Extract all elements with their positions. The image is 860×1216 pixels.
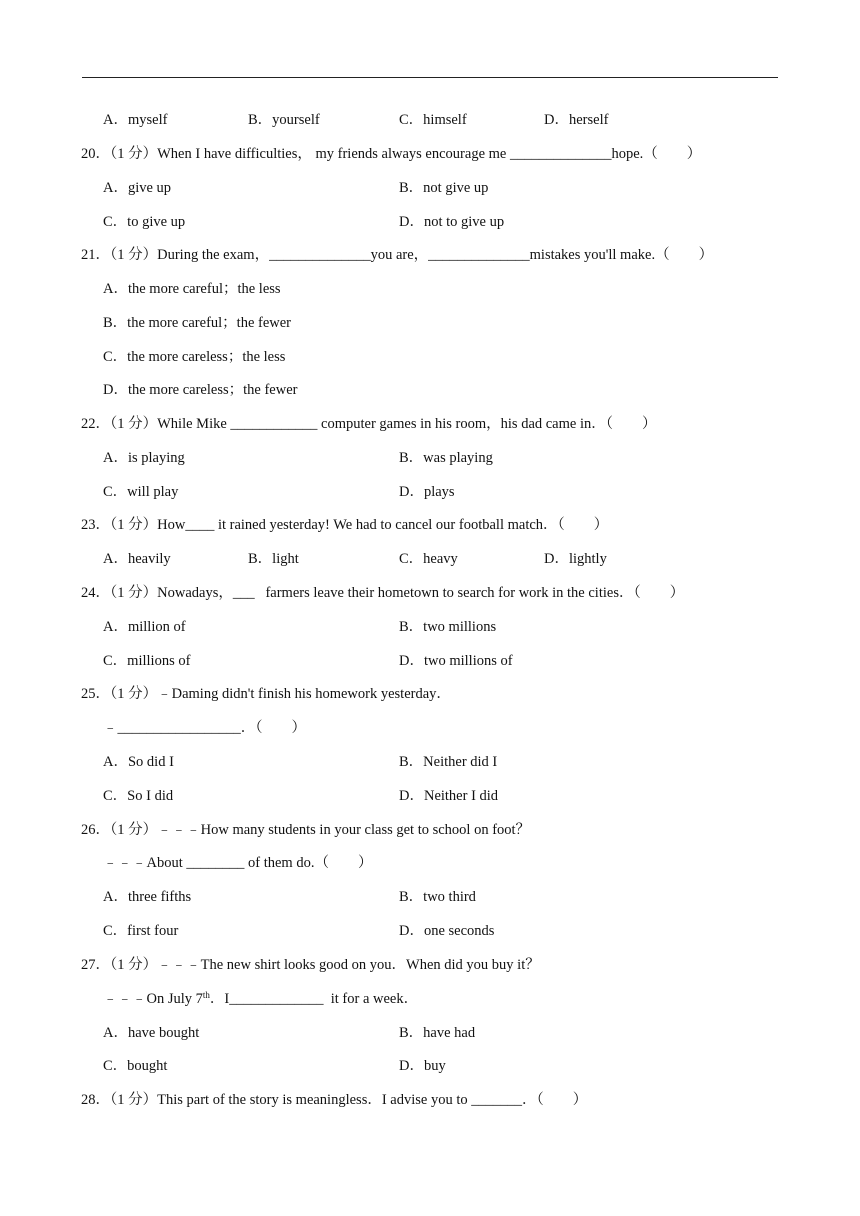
option-c: C．So I did	[103, 788, 174, 804]
question-stem: 22．（1 分）While Mike ____________ computer games in his room，his dad came in．（ ）	[81, 416, 657, 432]
option-a: A．heavily	[103, 551, 171, 567]
question-number: 23．	[81, 517, 110, 533]
question-number: 28．	[81, 1092, 110, 1108]
option-c: C．to give up	[103, 214, 186, 230]
option-a: A．is playing	[103, 450, 185, 466]
option-a: A．So did I	[103, 754, 174, 770]
question-stem: 21．（1 分）During the exam，______________you are，______________mistakes you'll make.（ ）	[81, 247, 714, 263]
option-d: D．lightly	[544, 551, 607, 567]
question-stem: 26．（1 分）﹣﹣﹣How many students in your class get to school on foot？	[81, 822, 531, 838]
question-stem: 23．（1 分）How____ it rained yesterday! We had to cancel our football match．（ ）	[81, 517, 609, 533]
question-stem: 20．（1 分）When I have difficulties， my friends always encourage me ______________hope.（ ）	[81, 146, 702, 162]
question-number: 20．	[81, 146, 110, 162]
option-a: A．three fifths	[103, 889, 192, 905]
option-d: D．the more careless；the fewer	[103, 382, 298, 398]
option-b: B．light	[248, 551, 299, 567]
option-b: B．the more careful；the fewer	[103, 315, 292, 331]
option-c: C．bought	[103, 1058, 168, 1074]
question-number: 27．	[81, 957, 110, 973]
option-a: A．million of	[103, 619, 186, 635]
option-b: B．Neither did I	[399, 754, 498, 770]
option-b: B．have had	[399, 1025, 476, 1041]
header-rule	[82, 77, 778, 78]
dialogue-reply: ﹣_________________．（ ）	[103, 720, 306, 736]
option-d: D．herself	[544, 112, 609, 128]
option-c: C．heavy	[399, 551, 458, 567]
option-d: D．two millions of	[399, 653, 513, 669]
question-number: 22．	[81, 416, 110, 432]
option-a: A．give up	[103, 180, 172, 196]
ordinal-superscript: th	[202, 990, 210, 1000]
option-b: B．yourself	[248, 112, 320, 128]
dialogue-reply: ﹣﹣﹣About ________ of them do.（ ）	[103, 855, 373, 871]
option-c: C．millions of	[103, 653, 191, 669]
option-b: B．two third	[399, 889, 476, 905]
question-stem: 25．（1 分）﹣Daming didn't finish his homework yesterday．	[81, 686, 451, 702]
option-b: B．two millions	[399, 619, 497, 635]
option-c: C．will play	[103, 484, 179, 500]
option-a: A．myself	[103, 112, 168, 128]
question-stem: 28．（1 分）This part of the story is meaningless．I advise you to _______．（ ）	[81, 1092, 588, 1108]
option-c: C．himself	[399, 112, 467, 128]
question-number: 24．	[81, 585, 110, 601]
question-stem: 27．（1 分）﹣﹣﹣The new shirt looks good on you．When did you buy it？	[81, 957, 540, 973]
option-c: C．first four	[103, 923, 179, 939]
option-b: B．not give up	[399, 180, 489, 196]
question-number: 26．	[81, 822, 110, 838]
option-b: B．was playing	[399, 450, 493, 466]
option-c: C．the more careless；the less	[103, 349, 286, 365]
option-d: D．Neither I did	[399, 788, 499, 804]
option-d: D．not to give up	[399, 214, 505, 230]
dialogue-reply: ﹣﹣﹣On July 7th．I_____________ it for a week．	[103, 990, 419, 1007]
option-a: A．the more careful；the less	[103, 281, 281, 297]
question-stem: 24．（1 分）Nowadays，___ farmers leave their hometown to search for work in the cities．（ ）	[81, 585, 685, 601]
question-number: 25．	[81, 686, 110, 702]
option-d: D．plays	[399, 484, 455, 500]
question-number: 21．	[81, 247, 110, 263]
option-d: D．one seconds	[399, 923, 495, 939]
option-d: D．buy	[399, 1058, 446, 1074]
option-a: A．have bought	[103, 1025, 200, 1041]
